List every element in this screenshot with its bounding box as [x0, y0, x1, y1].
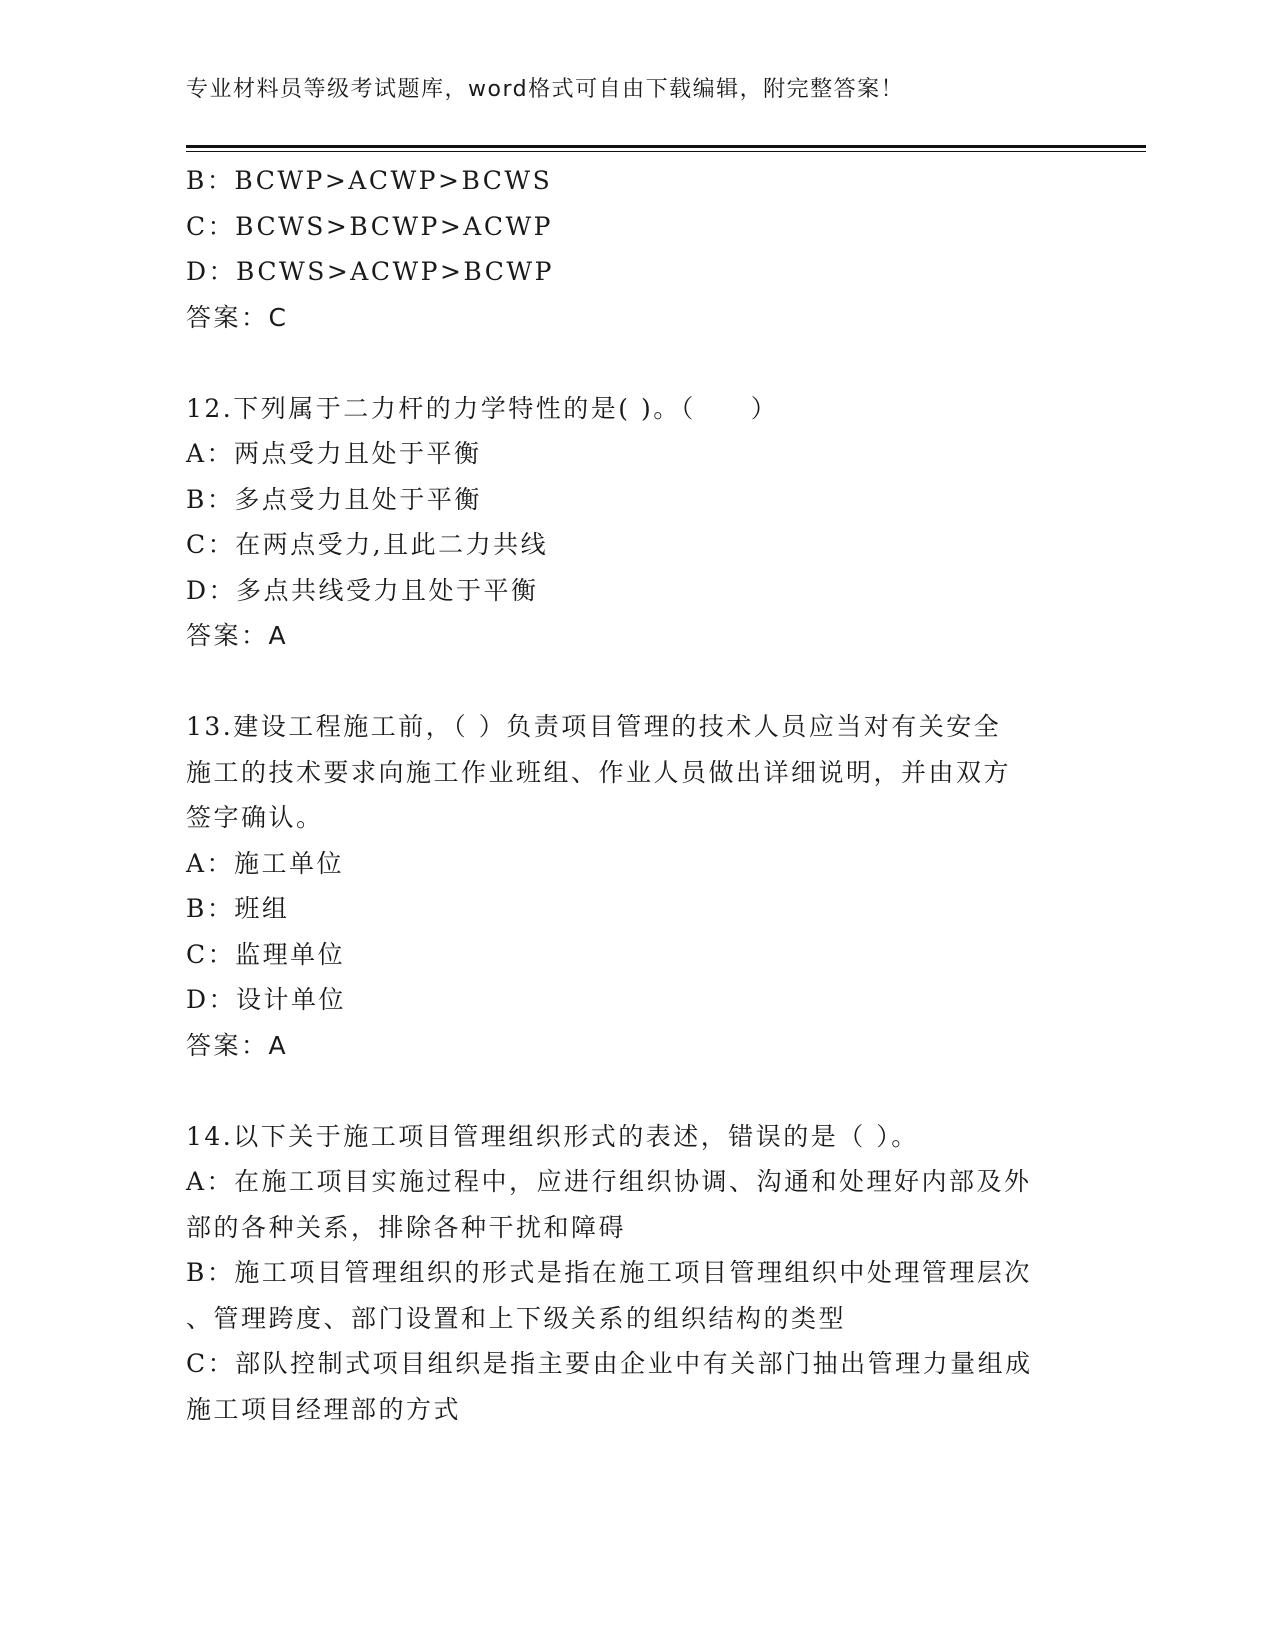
answer: 答案：A: [186, 621, 289, 650]
option-c: C：BCWS>BCWP>ACWP: [186, 211, 553, 241]
option-c: C：部队控制式项目组织是指主要由企业中有关部门抽出管理力量组成: [186, 1349, 1033, 1378]
question-content: [186, 158, 1086, 1432]
option-a: A：两点受力且处于平衡: [186, 439, 482, 468]
option-b: B：施工项目管理组织的形式是指在施工项目管理组织中处理管理层次: [186, 1258, 1032, 1287]
option-a-cont: 部的各种关系，排除各种干扰和障碍: [186, 1212, 627, 1242]
option-b-cont: 、管理跨度、部门设置和上下级关系的组织结构的类型: [186, 1303, 847, 1333]
answer: 答案：A: [186, 1030, 289, 1060]
option-d: D：BCWS>ACWP>BCWP: [186, 257, 554, 286]
option-b: B：班组: [186, 894, 290, 923]
option-a: A：在施工项目实施过程中，应进行组织协调、沟通和处理好内部及外: [186, 1167, 1032, 1196]
question-stem: 12.下列属于二力杆的力学特性的是( )。（ ）: [186, 393, 779, 423]
question-stem: 签字确认。: [186, 803, 324, 832]
option-d: D：多点共线受力且处于平衡: [186, 575, 539, 605]
option-a: A：施工单位: [186, 848, 345, 878]
header-divider-thin: [186, 151, 1146, 152]
question-12: [186, 386, 1086, 659]
option-c: C：监理单位: [186, 939, 346, 969]
header-divider: [186, 145, 1146, 148]
page-header: 专业材料员等级考试题库，word格式可自由下载编辑，附完整答案！: [186, 77, 905, 102]
option-c: C：在两点受力,且此二力共线: [186, 530, 549, 559]
option-b: B：BCWP>ACWP>BCWS: [186, 166, 553, 195]
option-d: D：设计单位: [186, 985, 347, 1014]
option-c-cont: 施工项目经理部的方式: [186, 1394, 462, 1424]
question-stem: 14.以下关于施工项目管理组织形式的表述，错误的是（ ）。: [186, 1121, 919, 1151]
question-stem: 施工的技术要求向施工作业班组、作业人员做出详细说明，并由双方: [186, 757, 1012, 787]
answer: 答案：C: [186, 302, 289, 332]
question-14: [186, 1114, 1086, 1433]
question-11-tail: [186, 158, 1086, 340]
option-b: B：多点受力且处于平衡: [186, 484, 482, 514]
question-stem: 13.建设工程施工前，（ ）负责项目管理的技术人员应当对有关安全: [186, 712, 1002, 741]
question-13: [186, 704, 1086, 1068]
